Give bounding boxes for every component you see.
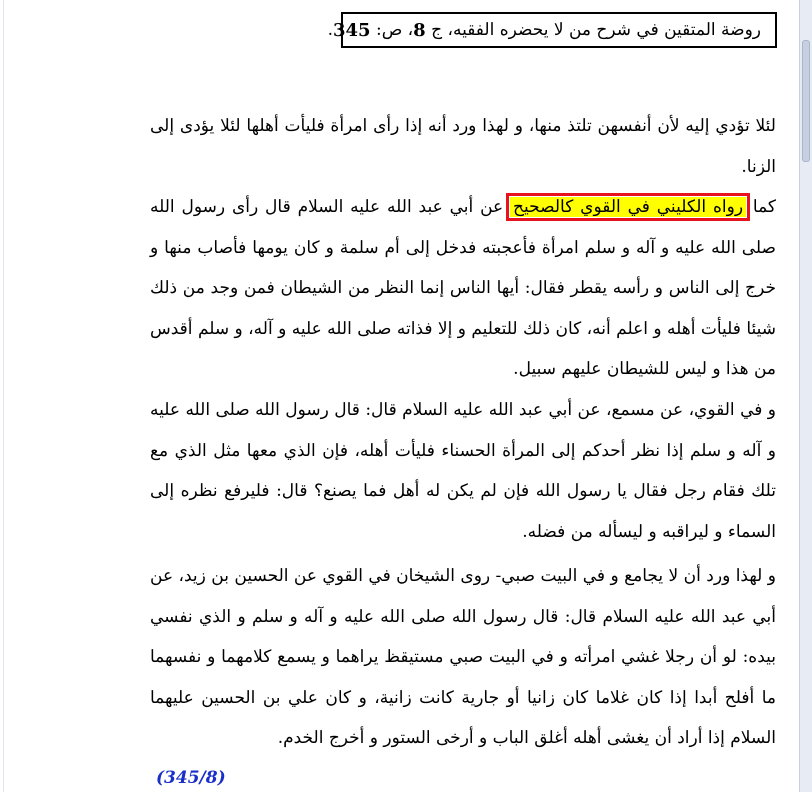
- paragraph-3: و في القوي، عن مسمع، عن أبي عبد الله عليه السلام قال: قال رسول الله صلى الله عليه و آله و سلم إذا نظر أحدكم إلى المرأة الحسناء فليأت أهله، فإن الذي معها مثل الذي مع تلك فقام رجل فقال يا رسول الله فإن لم يكن له أهل فما يصنع؟ قال: فليرفع نظره إلى السماء و ليراقبه و ليسأله من فضله.: [150, 400, 776, 542]
- volume-number: 8: [413, 19, 426, 41]
- paragraph-2-rest: عن أبي عبد الله عليه السلام قال رأى رسول الله صلى الله عليه و آله و سلم امرأة فأعجبته فدخل إلى أم سلمة و كان يومها فأصاب منها و خرج إلى الناس و رأسه يقطر فقال: أيها الناس إنما النظر من الشيطان فمن وجد من ذلك شيئا فليأت أهله و اعلم أنه، كان ذلك للتعليم و إلا فذاته صلى الله عليه و آله، و سلم أقدس من هذا و ليس للشيطان عليهم سبيل.: [150, 197, 776, 379]
- page-label: ص:: [375, 20, 403, 40]
- page-number: 345: [333, 19, 371, 41]
- page-reference: (345/8): [156, 768, 226, 788]
- source-citation-box: روضة المتقين في شرح من لا يحضره الفقيه، ج 8 ، ص: 345 .: [341, 12, 777, 48]
- page-edge-line: [3, 0, 4, 792]
- book-title: روضة المتقين في شرح من لا يحضره الفقيه، ج: [431, 20, 761, 40]
- paragraph-2: [150, 187, 776, 390]
- highlighted-narration[interactable]: رواه الكليني في القوي كالصحيح: [510, 197, 746, 217]
- scrollbar-thumb[interactable]: [802, 40, 810, 162]
- paragraph-2-lead: كما: [752, 197, 776, 217]
- paragraph-1: لئلا تؤدي إليه لأن أنفسهن تلتذ منها، و لهذا ورد أنه إذا رأى امرأة فليأت أهلها لئلا يؤدى إلى الزنا.: [150, 116, 776, 177]
- vertical-scrollbar[interactable]: [799, 0, 812, 792]
- paragraph-4: و لهذا ورد أن لا يجامع و في البيت صبي- روى الشيخان في القوي عن الحسين بن زيد، عن أبي عبد الله عليه السلام قال: قال رسول الله صلى الله عليه و آله و سلم و الذي نفسي بيده: لو أن رجلا غشي امرأته و في البيت صبي مستيقظ يراهما و يسمع كلامهما و نفسهما ما أفلح أبدا إذا كان غلاما كان زانيا أو جارية كانت زانية، و كان علي بن الحسين عليهما السلام إذا أراد أن يغشى أهله أغلق الباب و أرخى الستور و أخرج الخدم.: [150, 566, 776, 748]
